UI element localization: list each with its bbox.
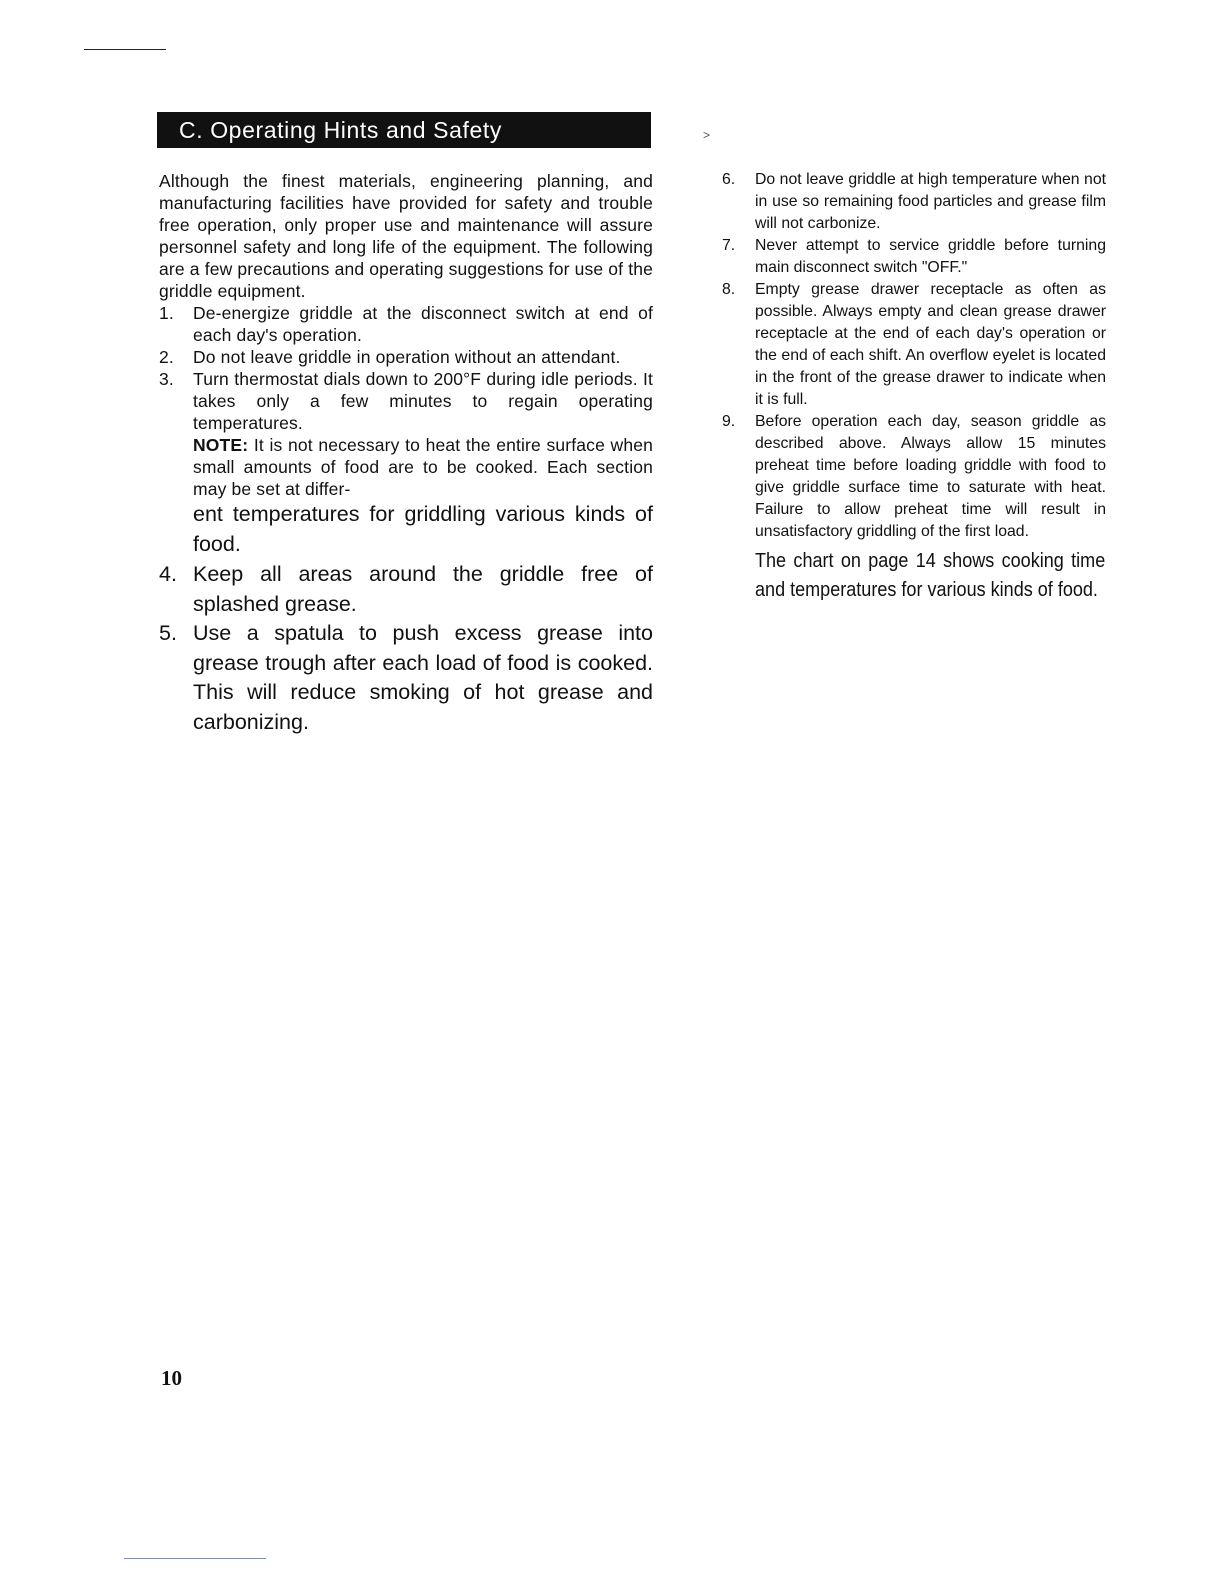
- section-title: C. Operating Hints and Safety: [179, 117, 502, 143]
- section-header: [157, 112, 651, 148]
- list-item: [159, 619, 653, 737]
- item-number: 1.: [159, 303, 174, 323]
- item-number: 7.: [722, 237, 736, 254]
- item-number: 5.: [159, 621, 177, 645]
- list-item: [722, 169, 1106, 235]
- top-rule: [84, 49, 166, 50]
- intro-paragraph: Although the finest materials, engineering planning, and manufacturing facilities have provided for safety and trouble free operation, only proper use and maintenance will assure personnel safety and long life of the equipment. The following are a few precautions and operating suggestions for use of the griddle equipment.: [159, 171, 653, 301]
- note-label: NOTE:: [193, 435, 249, 455]
- left-column: [159, 170, 653, 737]
- item-number: 4.: [159, 562, 177, 586]
- item-text: Do not leave griddle in operation without an attendant.: [193, 347, 621, 367]
- item-text: Use a spatula to push excess grease into grease trough after each load of food is cooked. This will reduce smoking of hot grease and carbonizing.: [193, 621, 653, 734]
- item-text: Turn thermostat dials down to 200°F during idle periods. It takes only a few minutes to regain operating temperatures.: [193, 369, 653, 433]
- bottom-rule: [124, 1558, 266, 1559]
- item-number: 8.: [722, 281, 736, 298]
- note-text-continued: ent temperatures for griddling various kinds of food.: [193, 502, 653, 556]
- list-item: [722, 411, 1106, 543]
- stray-mark: >: [703, 128, 711, 142]
- list-item: [159, 560, 653, 619]
- item-text: Empty grease drawer receptacle as often as possible. Always empty and clean grease drawer receptacle at the end of each day's operation or the end of each shift. An overflow eyelet is located in the front of the grease drawer to indicate when it is full.: [755, 281, 1106, 408]
- item-text: Keep all areas around the griddle free of splashed grease.: [193, 562, 653, 616]
- note-text: It is not necessary to heat the entire surface when small amounts of food are to be cooked. Each section may be set at differ-: [193, 435, 653, 499]
- list-item: [722, 235, 1106, 279]
- item-number: 6.: [722, 171, 736, 188]
- closing-paragraph: The chart on page 14 shows cooking time and temperatures for various kinds of food.: [755, 549, 1106, 601]
- item-text: Before operation each day, season griddle as described above. Always allow 15 minutes preheat time before loading griddle with food to give griddle surface time to saturate with heat. Failure to allow preheat time will result in unsatisfactory griddling of the first load.: [755, 413, 1106, 540]
- right-column: [722, 169, 1106, 604]
- item-number: 2.: [159, 347, 174, 367]
- left-precautions-list: [159, 302, 653, 737]
- item-note: [193, 434, 653, 559]
- list-item: [722, 279, 1106, 411]
- item-text: Never attempt to service griddle before turning main disconnect switch "OFF.": [755, 237, 1106, 276]
- item-number: 3.: [159, 369, 174, 389]
- list-item: [159, 302, 653, 346]
- list-item: [159, 346, 653, 368]
- item-number: 9.: [722, 413, 736, 430]
- item-text: De-energize griddle at the disconnect switch at end of each day's operation.: [193, 303, 653, 345]
- right-precautions-list: [722, 169, 1106, 543]
- list-item: [159, 368, 653, 559]
- item-text: Do not leave griddle at high temperature when not in use so remaining food particles and grease film will not carbonize.: [755, 171, 1106, 232]
- page-number: 10: [161, 1366, 182, 1390]
